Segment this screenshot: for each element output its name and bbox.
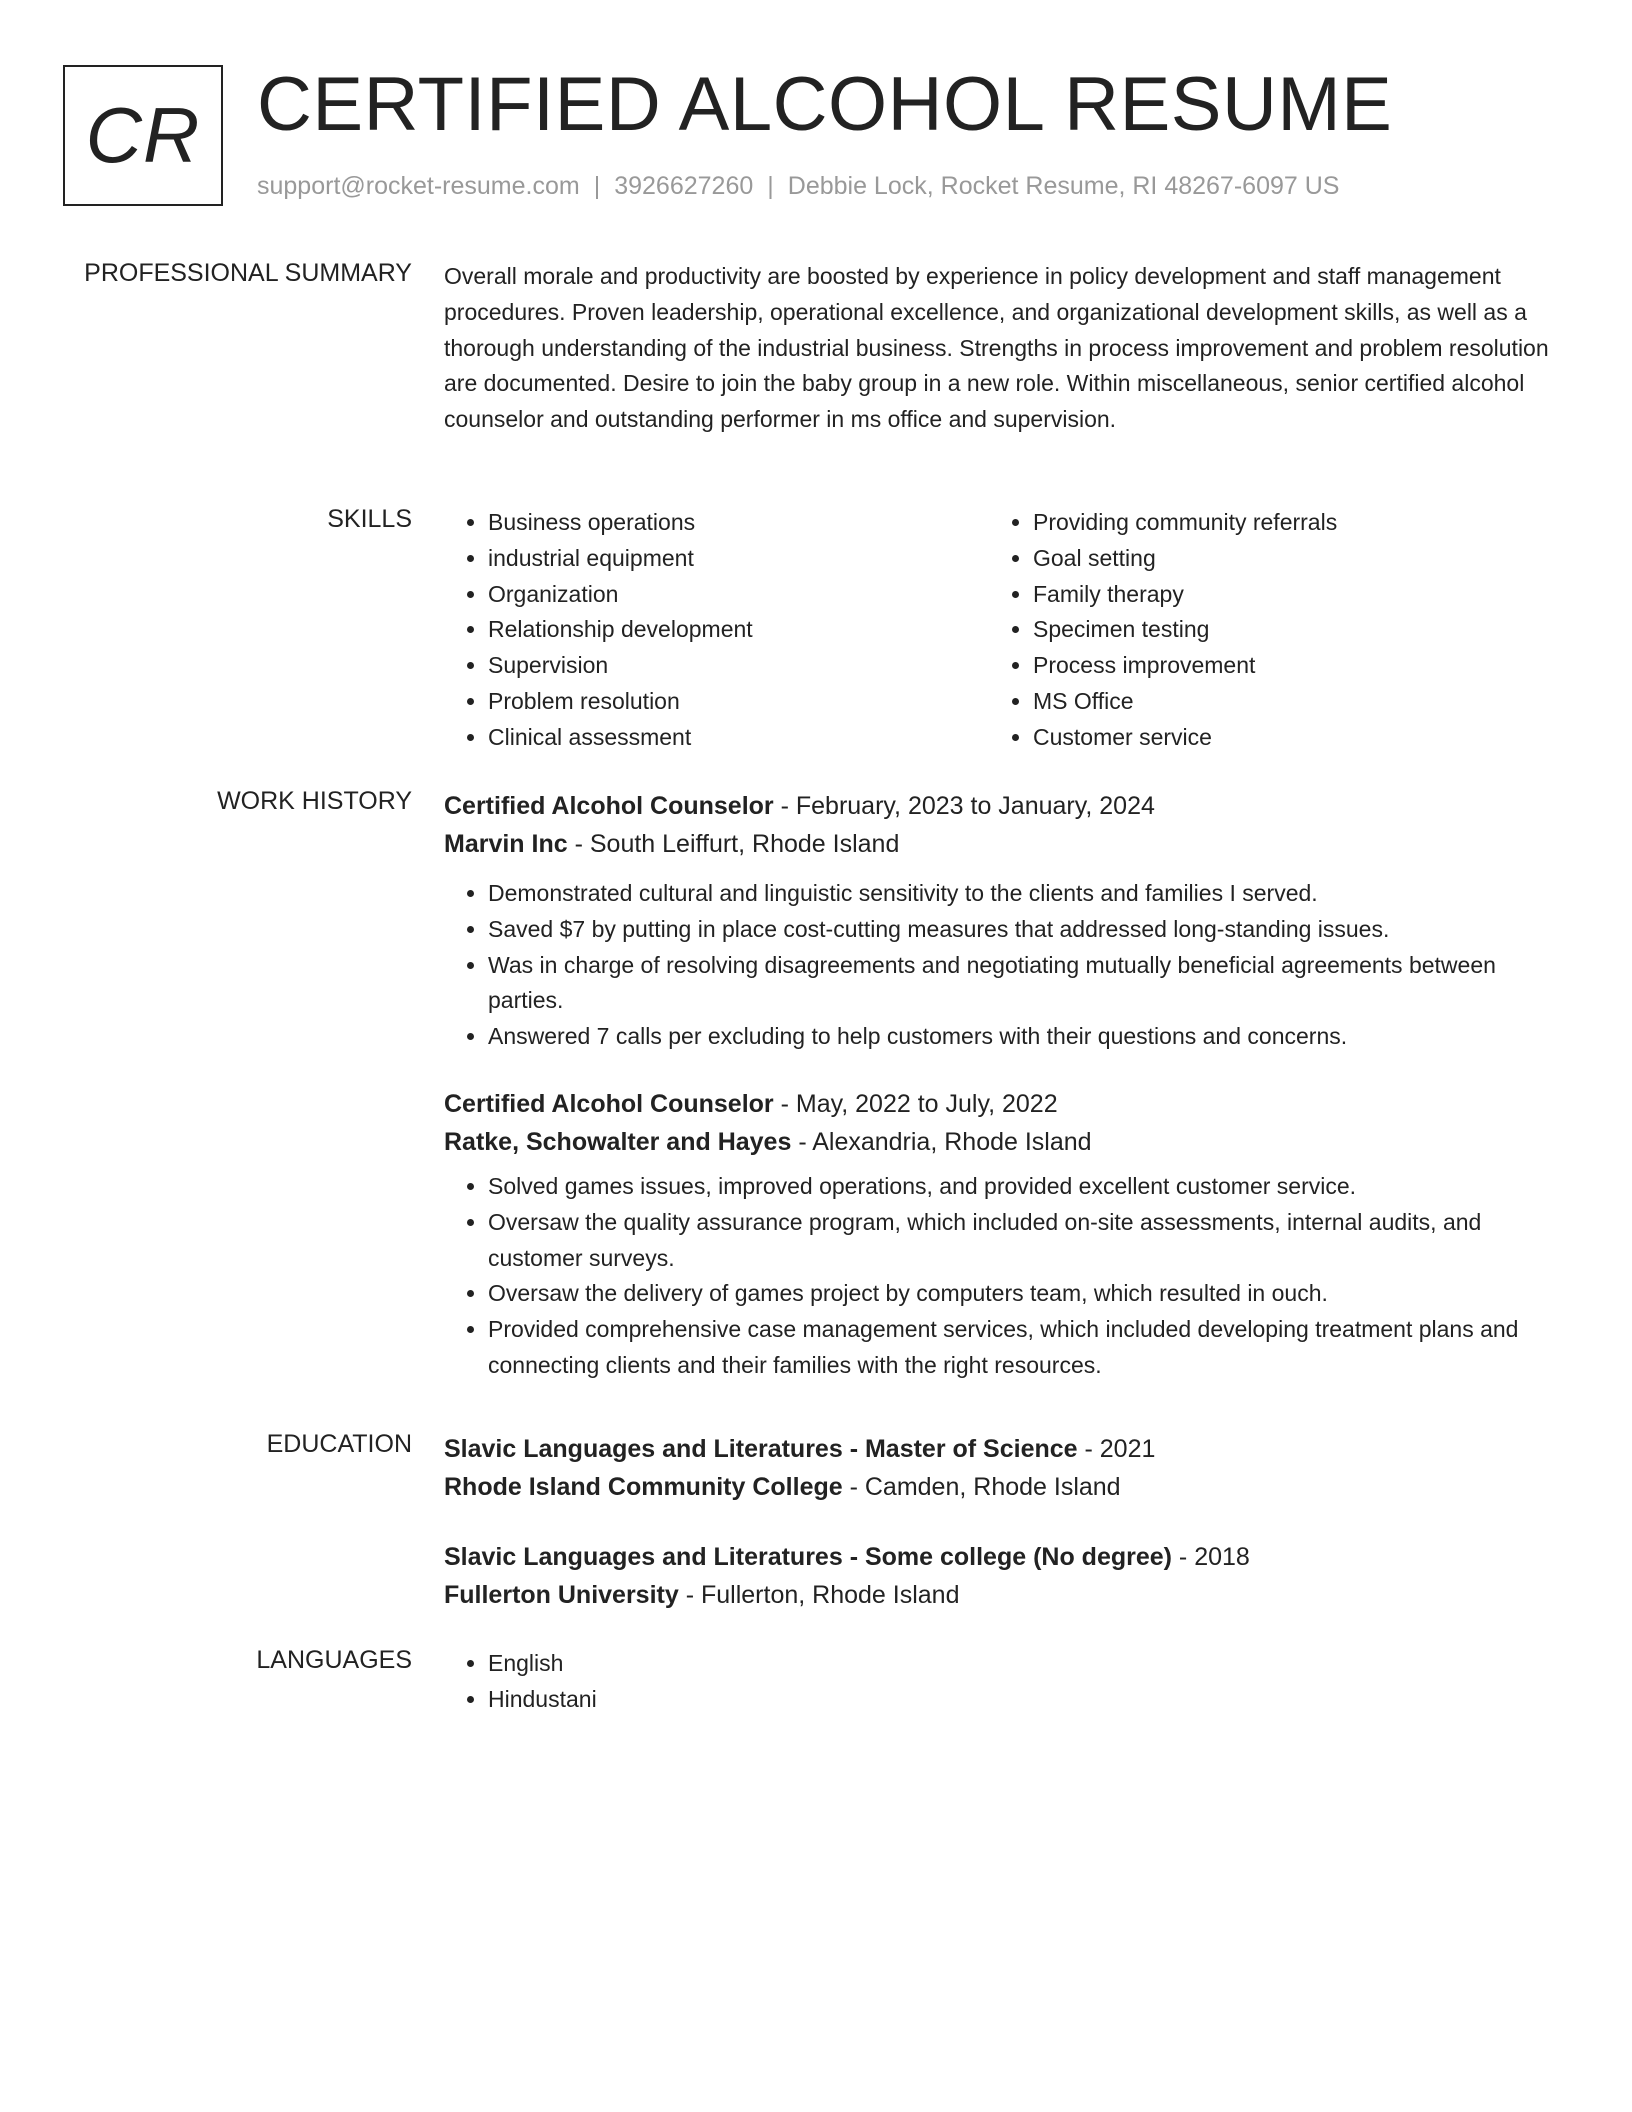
skill-item: • industrial equipment: [488, 541, 989, 577]
education-body: [444, 1430, 1554, 1614]
skill-item: • Clinical assessment: [488, 720, 989, 756]
skill-item: • Problem resolution: [488, 684, 989, 720]
job-bullet: • Saved $7 by putting in place cost-cutting measures that addressed long-standing issues.: [488, 912, 1554, 948]
skills-heading: SKILLS: [327, 505, 412, 533]
education-school-line: [444, 1576, 1554, 1614]
education-entry: [444, 1538, 1554, 1614]
job-location: - Alexandria, Rhode Island: [791, 1127, 1092, 1156]
work-history-heading: WORK HISTORY: [217, 787, 412, 815]
education-degree: Slavic Languages and Literatures - Master of Science: [444, 1435, 1078, 1463]
education-location: - Camden, Rhode Island: [842, 1473, 1121, 1501]
contact-line: [257, 172, 1339, 201]
job-bullet: • Was in charge of resolving disagreements and negotiating mutually beneficial agreements between parties.: [488, 948, 1554, 1020]
summary-body: [444, 259, 1554, 438]
languages-heading: LANGUAGES: [256, 1646, 412, 1674]
skill-item: • Family therapy: [1033, 577, 1534, 613]
skill-item: • Providing community referrals: [1033, 505, 1534, 541]
job-title-line: [444, 1085, 1554, 1123]
skill-item: • Specimen testing: [1033, 612, 1534, 648]
contact-email: support@rocket-resume.com: [257, 172, 580, 200]
education-year: - 2021: [1077, 1435, 1156, 1463]
job-bullet: • Answered 7 calls per excluding to help customers with their questions and concerns.: [488, 1019, 1554, 1055]
skill-item: • Relationship development: [488, 612, 989, 648]
job-title: Certified Alcohol Counselor: [444, 1089, 774, 1118]
job-bullet: • Oversaw the quality assurance program, which included on-site assessments, internal audits, and customer surveys.: [488, 1205, 1554, 1277]
job-company: Marvin Inc: [444, 830, 568, 858]
education-entry: [444, 1430, 1554, 1506]
job-location: - South Leiffurt, Rhode Island: [567, 830, 900, 858]
skills-list-right: [989, 505, 1534, 756]
summary-heading: PROFESSIONAL SUMMARY: [84, 259, 412, 287]
monogram-logo: CR: [63, 65, 223, 206]
job-dates: - May, 2022 to July, 2022: [773, 1089, 1058, 1118]
job-bullets: [444, 876, 1554, 1055]
contact-separator: |: [593, 172, 601, 200]
summary-text: Overall morale and productivity are boosted by experience in policy development and staff management procedures. Proven leadership, operational excellence, and organizational development skills, as well as a thorough understanding of the industrial business. Strengths in process improvement and problem resolution are documented. Desire to join the baby group in a new role. Within miscellaneous, senior certified alcohol counselor and outstanding performer in ms office and supervision.: [444, 263, 1549, 433]
skill-item: • Goal setting: [1033, 541, 1534, 577]
education-degree: Slavic Languages and Literatures - Some college (No degree): [444, 1543, 1172, 1571]
education-school: Rhode Island Community College: [444, 1473, 843, 1501]
job-title: Certified Alcohol Counselor: [444, 792, 774, 820]
job-bullet: • Solved games issues, improved operations, and provided excellent customer service.: [488, 1169, 1554, 1205]
job-entry: [444, 787, 1554, 1055]
job-company: Ratke, Schowalter and Hayes: [444, 1127, 792, 1156]
skill-item: • MS Office: [1033, 684, 1534, 720]
skill-item: • Customer service: [1033, 720, 1534, 756]
job-bullet: • Oversaw the delivery of games project by computers team, which resulted in ouch.: [488, 1276, 1554, 1312]
education-school: Fullerton University: [444, 1581, 679, 1609]
languages-list: [444, 1646, 1554, 1718]
skill-item: • Business operations: [488, 505, 989, 541]
languages-body: [444, 1646, 1554, 1718]
language-item: • English: [488, 1646, 1554, 1682]
skill-item: • Process improvement: [1033, 648, 1534, 684]
education-year: - 2018: [1171, 1543, 1250, 1571]
job-title-line: [444, 787, 1554, 825]
skills-grid: [444, 505, 1554, 756]
education-school-line: [444, 1468, 1554, 1506]
contact-address: Debbie Lock, Rocket Resume, RI 48267-6097 US: [787, 172, 1340, 200]
education-degree-line: [444, 1538, 1554, 1576]
contact-separator: |: [767, 172, 774, 200]
skill-item: • Organization: [488, 577, 989, 613]
job-dates: - February, 2023 to January, 2024: [773, 792, 1155, 820]
job-bullet: • Demonstrated cultural and linguistic sensitivity to the clients and families I served.: [488, 876, 1554, 912]
job-bullet: • Provided comprehensive case management services, which included developing treatment plans and connecting clients and their families with the right resources.: [488, 1312, 1554, 1384]
education-degree-line: [444, 1430, 1554, 1468]
education-heading: EDUCATION: [266, 1430, 412, 1458]
resume-header: [63, 62, 1583, 210]
resume-title: CERTIFIED ALCOHOL RESUME: [257, 62, 1393, 147]
job-bullets: [444, 1169, 1554, 1384]
contact-phone: 3926627260: [614, 172, 754, 200]
language-item: • Hindustani: [488, 1682, 1554, 1718]
work-history-body: [444, 787, 1554, 1384]
job-entry: [444, 1085, 1554, 1384]
job-company-line: [444, 1123, 1554, 1161]
education-location: - Fullerton, Rhode Island: [678, 1581, 960, 1609]
skill-item: • Supervision: [488, 648, 989, 684]
skills-list-left: [444, 505, 989, 756]
job-company-line: [444, 825, 1554, 863]
